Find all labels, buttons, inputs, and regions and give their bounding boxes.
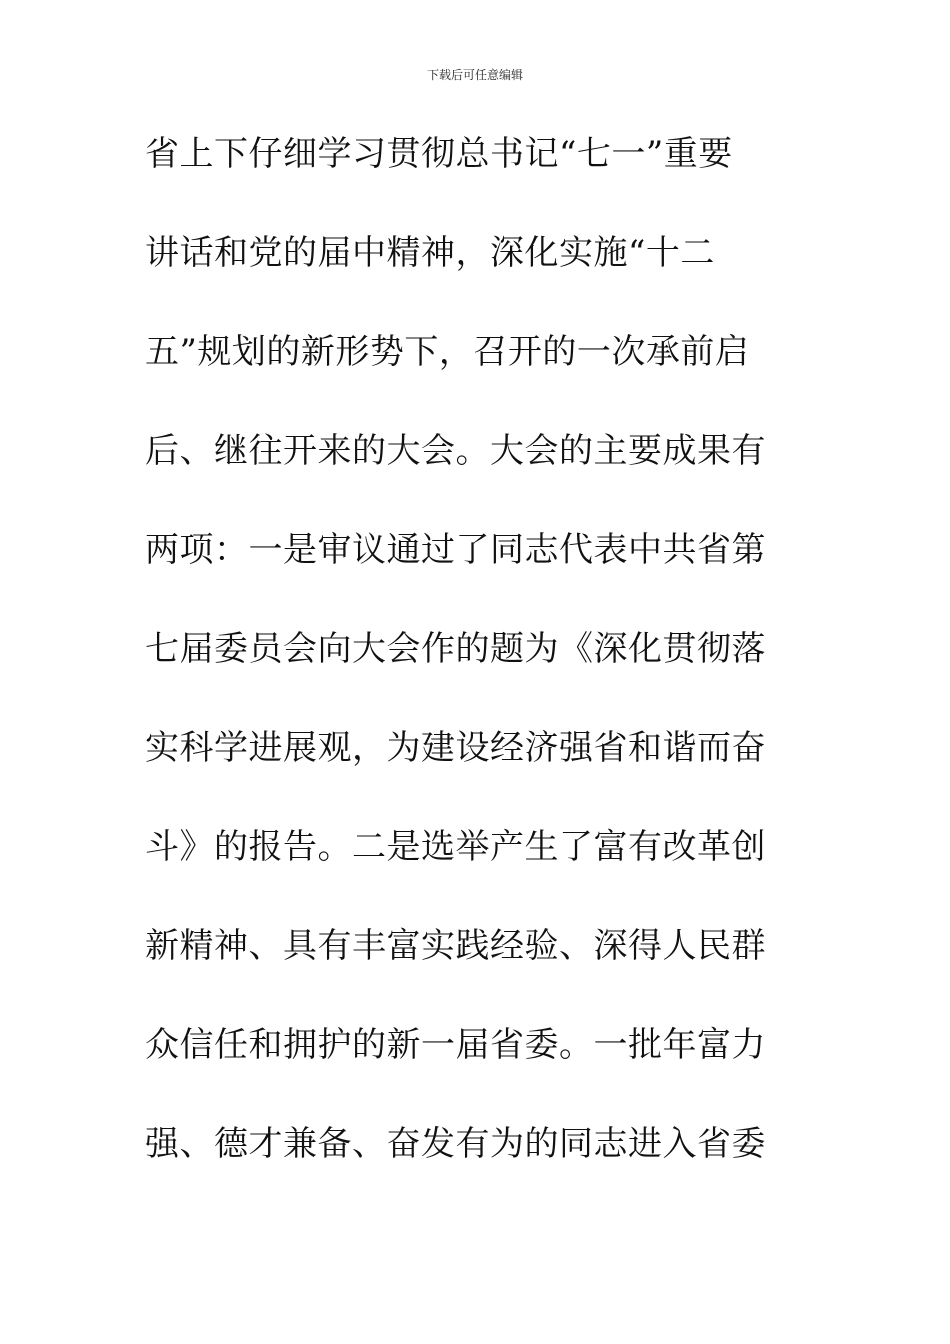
- text-line: 众信任和拥护的新一届省委。一批年富力: [145, 1025, 766, 1065]
- text-line: 新精神、具有丰富实践经验、深得人民群: [145, 926, 766, 966]
- text-line: 五”规划的新形势下，召开的一次承前启: [145, 332, 750, 372]
- text-line: 两项：一是审议通过了同志代表中共省第: [145, 530, 766, 570]
- text-line: 讲话和党的届中精神，深化实施“十二: [145, 233, 715, 273]
- page-header: 下载后可任意编辑: [426, 68, 523, 82]
- text-line: 斗》的报告。二是选举产生了富有改革创: [145, 827, 766, 867]
- body-text: [145, 125, 805, 1214]
- text-line: 实科学进展观，为建设经济强省和谐而奋: [145, 728, 766, 768]
- text-line: 后、继往开来的大会。大会的主要成果有: [145, 431, 766, 471]
- text-line: 强、德才兼备、奋发有为的同志进入省委: [145, 1124, 766, 1164]
- text-line: 省上下仔细学习贯彻总书记“七一”重要: [145, 134, 733, 174]
- text-line: 七届委员会向大会作的题为《深化贯彻落: [145, 629, 766, 669]
